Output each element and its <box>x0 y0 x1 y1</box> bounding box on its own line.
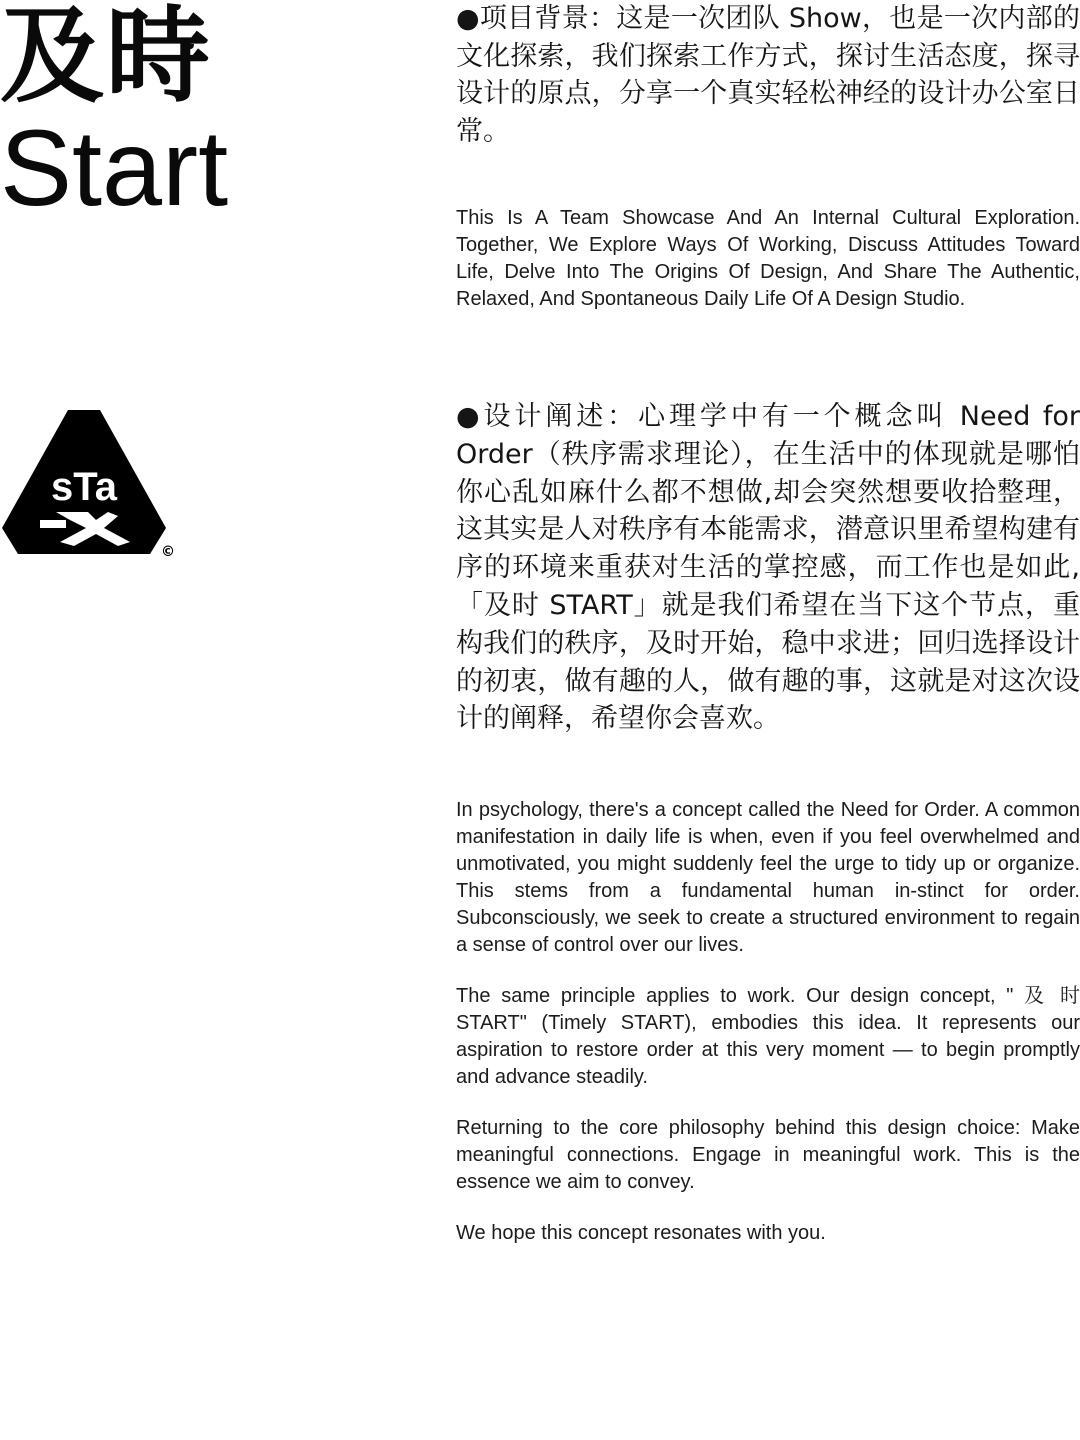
background-text-en: This Is A Team Showcase And An Internal Cultural Exploration. Together, We Explore Ways Of Working, Discuss Attitudes Toward Life, Delve Into The Origins Of Design, And Share The Authentic, Relaxed, And Spontaneous Daily Life Of A Design Studio. <box>456 207 1080 310</box>
concept-text-en-paragraph-4: We hope this concept resonates with you. <box>456 1222 826 1244</box>
sta-logo <box>0 408 180 564</box>
concept-text-zh: ●设计阐述：心理学中有一个概念叫 Need for Order（秩序需求理论），在生活中的体现就是哪怕你心乱如麻什么都不想做,却会突然想要收拾整理，这其实是人对秩序有本能需求，潜意识里希望构建有序的环境来重获对生活的掌控感，而工作也是如此,「及时 START」就是我们希望在当下这个节点，重构我们的秩序，及时开始，稳中求进；回归选择设计的初衷，做有趣的人，做有趣的事，这就是对这次设计的阐释，希望你会喜欢。 <box>456 401 1080 735</box>
concept-text-en-paragraph-3: Returning to the core philosophy behind this design choice: Make meaningful connections. Engage in meaningful work. This is the essence we aim to convey. <box>456 1117 1080 1193</box>
title-english: Start <box>0 107 229 228</box>
concept-text-en-paragraph-1: In psychology, there's a concept called the Need for Order. A common manifestation in daily life is when, even if you feel overwhelmed and unmotivated, you might suddenly feel the urge to tidy up or organize. This stems from a fundamental human in-stinct for order. Subconsciously, we seek to create a structured environment to regain a sense of control over our lives. <box>456 799 1080 956</box>
logo-letters: sTa <box>51 465 117 509</box>
background-text-zh: ●项目背景：这是一次团队 Show，也是一次内部的文化探索，我们探索工作方式，探讨生活态度，探寻设计的原点，分享一个真实轻松神经的设计办公室日常。 <box>456 3 1080 147</box>
copyright-mark: © <box>161 544 175 560</box>
concept-text-en-paragraph-2: The same principle applies to work. Our design concept, " 及 时 START" (Timely START), embodies this idea. It represents our aspiration to restore order at this very moment — to begin promptly and advance steadily. <box>456 985 1080 1088</box>
title-chinese: 及時 <box>0 0 213 117</box>
